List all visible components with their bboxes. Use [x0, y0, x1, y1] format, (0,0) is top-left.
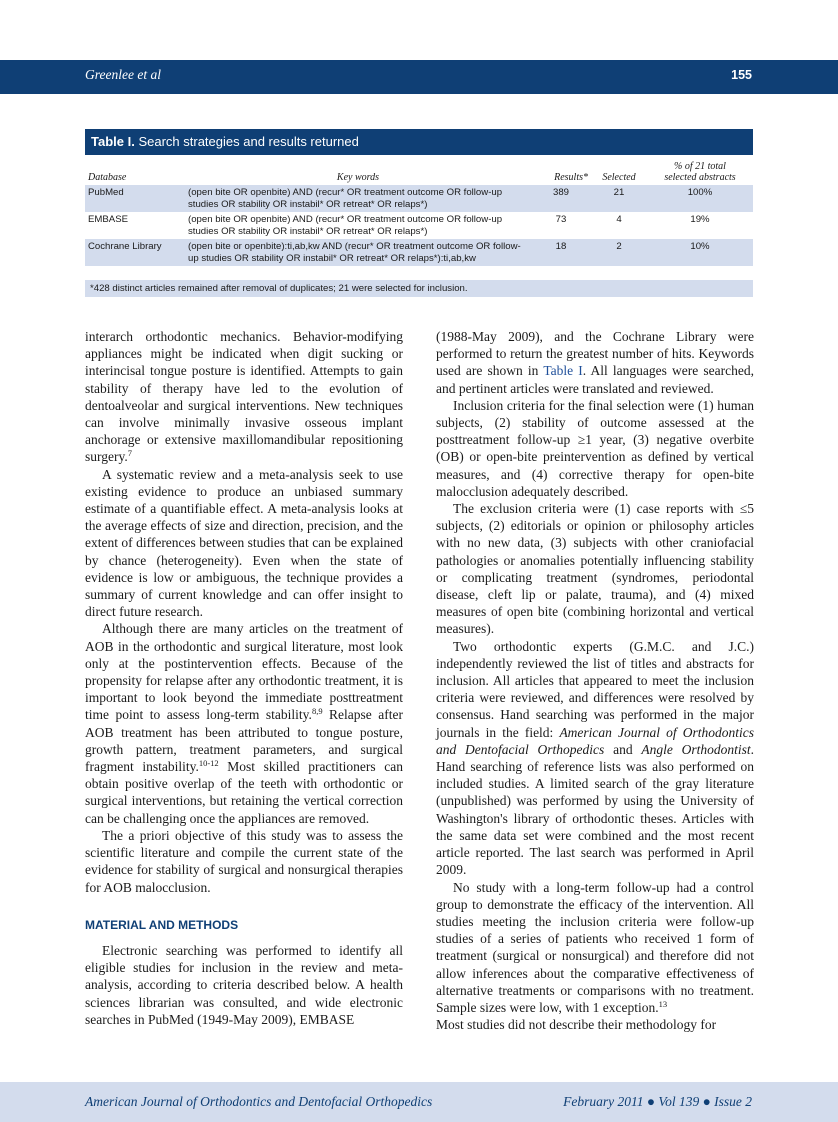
- search-strategy-table: [85, 129, 753, 297]
- table-caption: [85, 129, 753, 155]
- table-footnote: *428 distinct articles remained after removal of duplicates; 21 were selected for inclusion.: [85, 280, 753, 297]
- citation[interactable]: 13: [658, 998, 668, 1009]
- journal-name: American Journal of Orthodontics and Dentofacial Orthopedics: [436, 724, 755, 757]
- cell-results: 18: [531, 239, 591, 266]
- paragraph: [436, 328, 754, 397]
- citation[interactable]: 7: [127, 448, 132, 459]
- paragraph-text: and: [604, 741, 642, 757]
- paragraph-text: Relapse after AOB treatment has been attributed to tongue posture, growth pattern, treatment parameters, and surgical fragment instability.: [85, 707, 404, 775]
- paragraph: Electronic searching was performed to identify all eligible studies for inclusion in the review and meta-analysis, according to criteria described below. A health sciences librarian was consulted, and wide electronic searches in PubMed (1949-May 2009), EMBASE: [85, 942, 403, 1027]
- cell-results: 389: [531, 185, 591, 212]
- paragraph: [85, 328, 403, 466]
- table-link[interactable]: Table I: [543, 363, 583, 379]
- cell-percent: 100%: [647, 185, 753, 212]
- col-header-keywords: Key words: [336, 172, 380, 183]
- page-number: 155: [731, 68, 752, 82]
- paragraph-text: Although there are many articles on the treatment of AOB in the orthodontic and surgical literature, most look only at the postintervention effects. Because of the propensity for relapse after any orthodontic treatment, it is important to look beyond the immediate posttreatment time point to assess long-term stability.: [85, 621, 403, 723]
- cell-keywords: (open bite or openbite):ti,ab,kw AND (recur* OR treatment outcome OR follow-up studies OR stability OR instabil* OR retreat* OR relaps*):ti,ab,kw: [185, 239, 531, 266]
- table-row: [85, 212, 753, 239]
- paragraph-text: interarch orthodontic mechanics. Behavior-modifying appliances might be indicated when digit sucking or interincisal tongue posture is identified. Attempts to gain stability of therapy have led to the evolution of dentoalveolar and surgical interventions. New techniques can involve minimally invasive osseous implant anchorage or extensive maxillomandibular repositioning surgery.: [85, 329, 403, 465]
- paragraph: The a priori objective of this study was to assess the scientific literature and compile the current state of the evidence for stability of surgical and nonsurgical therapies for AOB malocclusion.: [85, 827, 403, 895]
- table-title: Search strategies and results returned: [138, 134, 359, 149]
- table-header-row: [85, 161, 753, 185]
- cell-selected: 2: [591, 239, 647, 266]
- right-column: [436, 328, 754, 1033]
- footer-issue-info: February 2011 ● Vol 139 ● Issue 2: [563, 1094, 752, 1109]
- footer-journal-title: American Journal of Orthodontics and Dentofacial Orthopedics: [85, 1094, 433, 1109]
- cell-database: EMBASE: [88, 214, 128, 225]
- col-header-percent: [647, 161, 753, 185]
- table-row: [85, 239, 753, 266]
- cell-database: Cochrane Library: [85, 239, 185, 266]
- cell-database: PubMed: [85, 185, 185, 212]
- citation[interactable]: 8,9: [311, 706, 323, 717]
- cell-percent: 19%: [690, 214, 710, 225]
- paragraph: A systematic review and a meta-analysis seek to use existing evidence to produce an unbiased summary estimate of a quantifiable effect. A meta-analysis looks at the average effects of size and direction, precision, and the extent of differences between studies that can be explained by chance (heterogeneity). Even when the state of evidence is low or ambiguous, the technique provides a summary of current knowledge and can offer insight to direct future research.: [85, 466, 403, 620]
- running-header: [0, 60, 838, 94]
- cell-selected: 4: [616, 214, 622, 225]
- col-header-percent-line2: selected abstracts: [664, 172, 736, 183]
- paragraph-text: . All languages were searched, and pertinent articles were translated and reviewed.: [436, 363, 754, 396]
- cell-percent: 10%: [647, 239, 753, 266]
- table-label: Table I.: [91, 134, 135, 149]
- paragraph: [436, 638, 754, 879]
- paragraph: [85, 620, 403, 826]
- cell-selected: 21: [591, 185, 647, 212]
- paragraph-text: No study with a long-term follow-up had a control group to demonstrate the efficacy of the intervention. All studies meeting the inclusion criteria were follow-up studies of a series of patients who received 1 form of treatment (surgical or nonsurgical) and therefore did not allow inferences about the comparative effectiveness of alternative treatments or comparisons with no treatment. Sample sizes were low, with 1 exception.: [436, 879, 754, 1015]
- col-header-percent-line1: % of 21 total: [674, 161, 726, 172]
- running-head-author: Greenlee et al: [85, 67, 161, 82]
- paragraph-text: (1988-May 2009), and the Cochrane Library were performed to return the greatest number of hits. Keywords used are shown in: [436, 329, 754, 379]
- section-heading: MATERIAL AND METHODS: [85, 917, 239, 932]
- col-header-selected: Selected: [602, 172, 636, 183]
- paragraph-text: Most skilled practitioners can obtain positive overlap of the teeth with orthodontic or surgical interventions, but retaining the vertical correction can be challenging once the appliances are removed.: [85, 759, 403, 826]
- col-header-results: Results*: [554, 172, 588, 183]
- paragraph-text: Two orthodontic experts (G.M.C. and J.C.) independently reviewed the list of titles and abstracts for inclusion. All articles that appeared to meet the inclusion criteria were reviewed, and differences were resolved by consensus. Hand searching was performed in the major journals in the field:: [436, 638, 754, 740]
- paragraph: Inclusion criteria for the final selection were (1) human subjects, (2) stability of outcome assessed at the posttreatment follow-up ≥1 year, (3) negative overbite (OB) or open-bite preintervention as defined by vertical measures, and (4) corrective therapy for open-bite malocclusion adequately described.: [436, 397, 754, 499]
- col-header-database: Database: [88, 172, 127, 183]
- results-table: [85, 161, 753, 266]
- paragraph-text: . Hand searching of reference lists was also performed on included studies. A limited search of the gray literature (unpublished) was performed by using the University of Washington's library of orthodontic theses. Articles with the same data set were combined and the most recent article reported. The last search was performed in April 2009.: [436, 741, 755, 878]
- paragraph: Most studies did not describe their methodology for: [436, 1017, 717, 1033]
- cell-keywords: (open bite OR openbite) AND (recur* OR treatment outcome OR follow-up studies OR stability OR instabil* OR retreat* OR relaps*): [188, 214, 503, 237]
- cell-results: 73: [555, 214, 567, 225]
- cell-keywords: (open bite OR openbite) AND (recur* OR treatment outcome OR follow-up studies OR stability OR instabil* OR retreat* OR relaps*): [185, 185, 531, 212]
- running-footer: [0, 1082, 838, 1122]
- journal-name: Angle Orthodontist: [641, 741, 751, 757]
- citation[interactable]: 10-12: [198, 758, 219, 769]
- table-row: [85, 185, 753, 212]
- paragraph: [436, 879, 754, 1017]
- left-column: [85, 328, 403, 1028]
- paragraph: The exclusion criteria were (1) case reports with ≤5 subjects, (2) editorials or opinion or philosophy articles with no new data, (3) subjects with other craniofacial pathologies or anomalies potentially influencing stability or complicating treatment (syndromes, periodontal disease, cleft lip or palate, trauma), and (4) mixed measures of open bite (combining horizontal and vertical measures).: [436, 501, 754, 637]
